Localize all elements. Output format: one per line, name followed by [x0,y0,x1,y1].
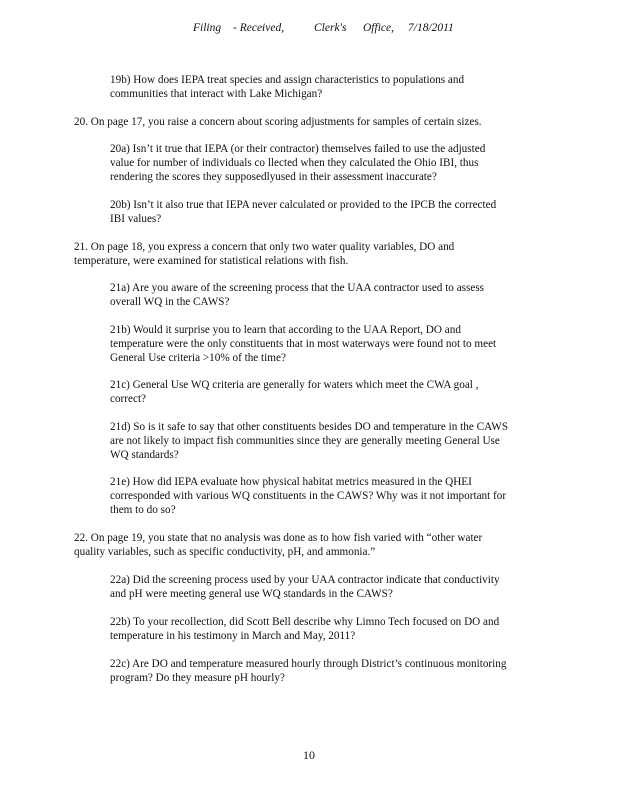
header-office: Office, [363,22,394,34]
page-number: 10 [303,748,315,762]
question-22: 22. On page 19, you state that no analysis was done as to how fish varied with “other water quality variables, such as specific conductivity, pH, and ammonia.” [74,532,483,558]
header-date: 7/18/2011 [408,22,454,34]
header-received: - Received, [233,22,285,34]
header-filing: Filing [193,22,222,34]
question-20: 20. On page 17, you raise a concern about scoring adjustments for samples of certain sizes. [74,116,482,128]
question-22c: 22c) Are DO and temperature measured hourly through District’s continuous monitoring program? Do they measure pH hourly? [110,658,507,684]
question-21: 21. On page 18, you express a concern that only two water quality variables, DO and temperature, were examined for statistical relations with fish. [74,241,455,267]
question-21a: 21a) Are you aware of the screening process that the UAA contractor used to assess overall WQ in the CAWS? [110,282,485,308]
question-22a: 22a) Did the screening process used by your UAA contractor indicate that conductivity and pH were meeting general use WQ standards in the CAWS? [110,574,500,600]
question-21c: 21c) General Use WQ criteria are generally for waters which meet the CWA goal , correct? [110,379,479,405]
question-21d: 21d) So is it safe to say that other constituents besides DO and temperature in the CAWS are not likely to impact fish communities since they are generally meeting General Use WQ standards? [110,421,509,461]
question-20a: 20a) Isn’t it true that IEPA (or their contractor) themselves failed to use the adjusted value for number of individuals co llected when they calculated the Ohio IBI, thus rendering the scores they supposedlyused in their assessment inaccurate? [110,143,486,183]
question-21e: 21e) How did IEPA evaluate how physical habitat metrics measured in the QHEI corresponded with various WQ constituents in the CAWS? Why was it not important for them to do so? [110,476,507,516]
question-22b: 22b) To your recollection, did Scott Bell describe why Limno Tech focused on DO and temperature in his testimony in March and May, 2011? [110,616,500,642]
question-21b: 21b) Would it surprise you to learn that according to the UAA Report, DO and temperature were the only constituents that in most waterways were found not to meet General Use criteria >10% of the time? [110,324,497,364]
page-header [0,22,618,38]
question-19b: 19b) How does IEPA treat species and assign characteristics to populations and communities that interact with Lake Michigan? [110,74,465,100]
question-20b: 20b) Isn’t it also true that IEPA never calculated or provided to the IPCB the corrected IBI values? [110,199,497,225]
header-clerks: Clerk's [314,22,347,34]
